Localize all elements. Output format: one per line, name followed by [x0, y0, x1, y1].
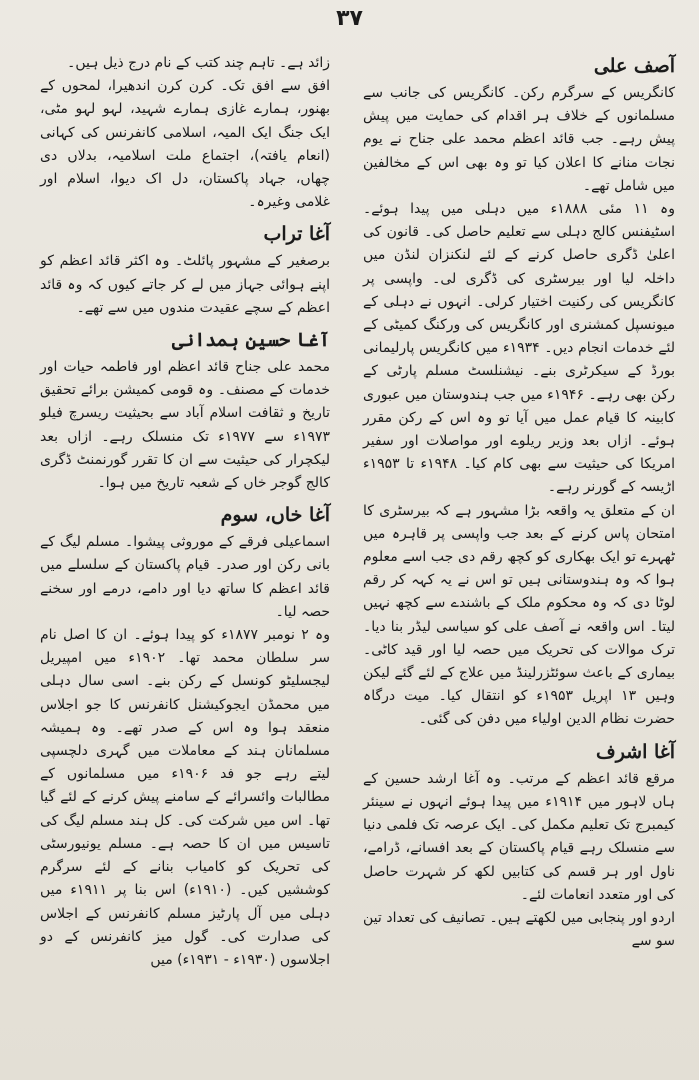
entry-paragraph: محمد علی جناح قائد اعظم اور فاطمہ حیات اور خدمات کے مصنف۔ وہ قومی کمیشن برائے تحقیق تاریخ و ثقافت اسلام آباد سے بحیثیت ریسرچ فیلو ۱۹۷۳ء سے ۱۹۷۷ء تک منسلک رہے۔ ازاں بعد لیکچرار کی حیثیت سے ان کا تقرر گورنمنٹ ڈگری کالج گوجر خاں کے شعبہ تاریخ میں ہوا۔	[40, 359, 330, 492]
entry-paragraph: وہ ۲ نومبر ۱۸۷۷ء کو پیدا ہوئے۔ ان کا اصل نام سر سلطان محمد تھا۔ ۱۹۰۲ء میں امپیریل لیجسلیٹو کونسل کے رکن بنے۔ اسی سال دہلی میں محمڈن ایجوکیشنل کانفرنس کا جو اجلاس منعقد ہوا وہ اس کے صدر تھے۔ وہ ہمیشہ مسلمانان ہند کے معاملات میں گہری دلچسپی لیتے رہے جو فد ۱۹۰۶ء میں مسلمانوں کے مطالبات وائسرائے کے سامنے پیش کرنے کے لئے گیا تھا۔ اس میں شرکت کی۔ کل ہند مسلم لیگ کی تاسیس میں ان کا حصہ ہے۔ مسلم یونیورسٹی کی تحریک کو کامیاب بنانے کے لئے سرگرم کوششیں کیں۔ (۱۹۱۰ء) اس بنا پر ۱۹۱۱ء میں دہلی میں آل پارٹیز مسلم کانفرنس کے اجلاس کی صدارت کی۔ گول میز کانفرنس کے دو اجلاسوں (۱۹۳۰ء - ۱۹۳۱ء) میں	[40, 627, 330, 968]
left-column	[40, 52, 330, 978]
entry-agha-khan-iii	[40, 501, 330, 972]
entry-agha-hussain-hamdani	[40, 326, 330, 495]
page-number: ۳۷	[336, 6, 363, 31]
entry-paragraph: ان کے متعلق یہ واقعہ بڑا مشہور ہے کہ بیرسٹری کا امتحان پاس کرنے کے بعد جب واپسی پر قاہرہ میں ٹھہرے تو ایک بھکاری کو کچھ رقم دی جب اسے معلوم ہوا کہ وہ ہندوستانی ہیں تو اس نے یہ کہہ کر رقم لوٹا دی کہ وہ محکوم ملک کے باشندے سے کچھ نہیں لیتا۔ اس واقعہ نے آصف علی کو سیاسی لیڈر بنا دیا۔ ترک موالات کی تحریک میں حصہ لیا اور قید کاٹی۔ بیماری کے باعث سوئٹزرلینڈ میں علاج کے لئے گئے لیکن وہیں ۱۳ اپریل ۱۹۵۳ء کو انتقال کیا۔ میت درگاہ حضرت نظام الدین اولیاء میں دفن کی گئی۔	[363, 502, 675, 728]
book-list: افق سے افق تک۔ کرن کرن اندھیرا، لمحوں کے بھنور، ہمارے غازی ہمارے شہید، لہو لہو مٹی، ایک جنگ ایک المیہ، اسلامی کانفرنس کی کہانی (انعام یافتہ)، اجتماع ملت اسلامیہ، بدلاں دی چھاں، جہاد پاکستان، دل اک دیوا، اسلام اور غلامی وغیرہ۔	[40, 78, 330, 211]
entry-agha-ashraf	[363, 738, 675, 954]
entry-paragraph: اسماعیلی فرقے کے موروثی پیشوا۔ مسلم لیگ کے بانی رکن اور صدر۔ قیام پاکستان کے سلسلے میں قائد اعظم کا ساتھ دیا اور دامے، درمے اور سخنے حصہ لیا۔	[40, 534, 330, 620]
entry-heading: آغا حسین ہمدانی	[172, 329, 330, 352]
entry-paragraph: مرقع قائد اعظم کے مرتب۔ وہ آغا ارشد حسین کے ہاں لاہور میں ۱۹۱۴ء میں پیدا ہوئے انہوں نے سینئر کیمبرج تک تعلیم مکمل کی۔ ایک عرصہ تک فلمی دنیا سے منسلک رہے قیام پاکستان کے بعد افسانے، ڈرامے، ناول اور ہر قسم کی کتابیں لکھ کر شہرت حاصل کی اور متعدد انعامات لئے۔	[363, 770, 675, 903]
entry-heading: آغا اشرف	[596, 740, 675, 763]
entry-paragraph: زائد ہے۔ تاہم چند کتب کے نام درج ذیل ہیں۔	[67, 55, 330, 71]
entry-heading: آغا تراب	[263, 223, 330, 246]
entry-agha-turab	[40, 220, 330, 320]
entry-heading: آغا خاں، سوم	[220, 504, 330, 527]
entry-paragraph: برصغیر کے مشہور پائلٹ۔ وہ اکثر قائد اعظم کو اپنے ہوائی جہاز میں لے کر جاتے کیوں کہ وہ قائد اعظم کے سچے عقیدت مندوں میں سے تھے۔	[40, 253, 330, 316]
entry-paragraph: وہ ۱۱ مئی ۱۸۸۸ء میں دہلی میں پیدا ہوئے۔ اسٹیفنس کالج دہلی سے تعلیم حاصل کی۔ قانون کی اعلیٰ ڈگری حاصل کرنے کے لئے لنکنزان لنڈن میں داخلہ لیا اور بیرسٹری کی ڈگری لی۔ واپسی پر کانگریس کی رکنیت اختیار کرلی۔ انہوں نے دہلی کے میونسپل کمشنری اور کانگریس کی ورکنگ کمیٹی کے لئے خدمات انجام دیں۔ ۱۹۳۴ء میں کانگریس پارلیمانی بورڈ کے سیکرٹری بنے۔ نیشنلسٹ مسلم پارٹی کے رکن بھی رہے۔ ۱۹۴۶ء میں جب ہندوستان میں عبوری کابینہ کا قیام عمل میں آیا تو وہ اس کے رکن مقرر ہوئے۔ ازاں بعد وزیر ریلوے اور مواصلات اور سفیر امریکا کی حیثیت سے بھی کام کیا۔ ۱۹۴۸ء تا ۱۹۵۳ء اڑیسہ کے گورنر رہے۔	[363, 201, 676, 496]
entry-paragraph: کانگریس کے سرگرم رکن۔ کانگریس کی جانب سے مسلمانوں کے خلاف ہر اقدام کی حمایت میں پیش پیش رہے۔ جب قائد اعظم محمد علی جناح نے یوم نجات منانے کا اعلان کیا تو وہ بھی اس کے مخالفین میں شامل تھے۔	[363, 85, 675, 194]
entry-continuation	[40, 52, 330, 214]
entry-heading: آصف علی	[593, 55, 675, 77]
entry-asaf-ali	[363, 52, 675, 732]
right-column	[363, 48, 675, 959]
entry-paragraph: اردو اور پنجابی میں لکھتے ہیں۔ تصانیف کی تعداد تین سو سے	[363, 909, 675, 950]
